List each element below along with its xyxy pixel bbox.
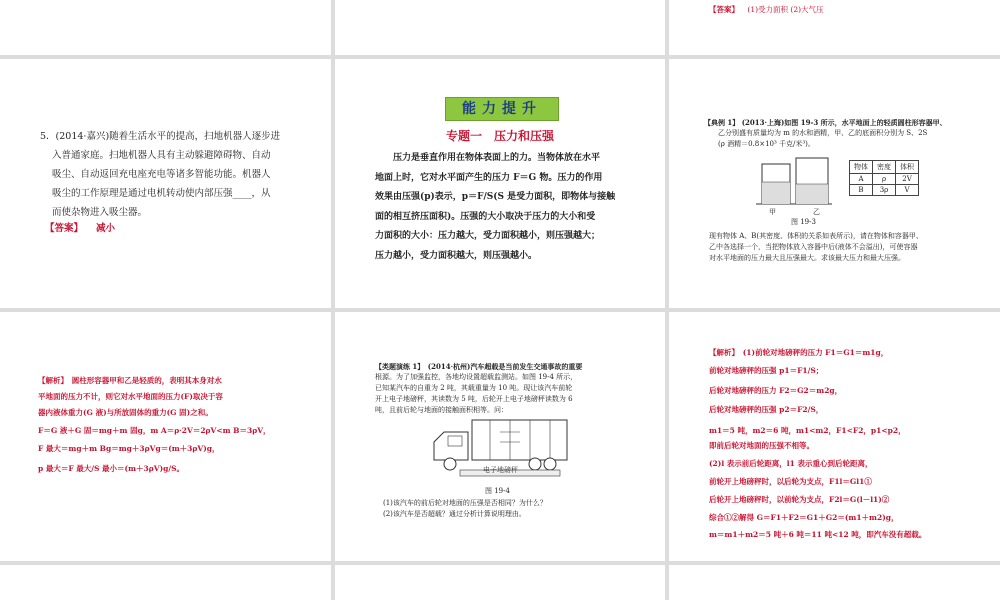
topic-body <box>375 149 635 266</box>
figure-caption: 图 19-3 <box>791 218 816 226</box>
table-cell: V <box>896 185 919 196</box>
analysis-line: 【解析】 圆柱形容器甲和乙是轻质的，表明其本身对水 <box>38 376 222 385</box>
figure-caption: 图 19-4 <box>485 487 510 495</box>
solution-line: 【解析】 (1)前轮对地磅秤的压力 F1＝G1＝m1g， <box>709 348 889 357</box>
example-intro <box>704 117 994 150</box>
table-row <box>850 185 919 196</box>
table-cell: ρ <box>873 174 896 185</box>
topic-line: 地面上时，它对水平面产生的压力 F＝G 物。压力的作用 <box>375 172 603 183</box>
containers-figure <box>754 154 834 214</box>
example-line: 对水平地面的压力最大且压强最大。求该最大压力和最大压强。 <box>709 254 905 262</box>
solution-line: 后轮对地磅秤的压力 F2＝G2＝m2g， <box>709 386 843 395</box>
topic-line: 效果由压强(p)表示，p＝F/S(S 是受力面积，即物体与接触 <box>375 192 616 202</box>
example-line: 【典例 1】 (2013·上海)如图 19-3 所示，水平地面上的轻质圆柱形容器甲、 <box>704 118 947 127</box>
question-item: (2)该汽车是否超载？通过分析计算说明理由。 <box>383 510 526 518</box>
question-line: 吸尘、自动返回充电座充电等诸多智能功能。机器人 <box>52 169 271 180</box>
analysis-line: F 最大＝mg＋m Bg＝mg＋3ρVg＝(m＋3ρV)g， <box>38 444 220 453</box>
table-header: 密度 <box>873 161 896 174</box>
slide-bottom-middle[interactable] <box>335 565 665 600</box>
analysis-line: 平地面的压力不计，则它对水平地面的压力(F)取决于容 <box>38 392 223 401</box>
solution-line: 前轮开上地磅秤时，以后轮为支点，F1l＝Gl1① <box>709 477 872 486</box>
solution-line: 后轮开上地磅秤时，以前轮为支点，F2l＝G(l－l1)② <box>709 495 890 504</box>
label-yi: 乙 <box>813 208 820 216</box>
practice-questions <box>383 498 643 520</box>
analysis-line: F＝G 液＋G 固＝mg＋m 固g，m A＝ρ·2V＝2ρV<m B＝3ρV， <box>38 426 271 435</box>
example-line: 现有物体 A、B(其密度、体积的关系如表所示)，请在物体和容器甲、 <box>709 232 923 240</box>
example-question <box>709 231 994 264</box>
example-line: (ρ 酒精＝0.8×10³ 千克/米³)。 <box>718 140 815 148</box>
property-table <box>849 160 919 196</box>
table-cell: B <box>850 185 873 196</box>
table-header-row <box>850 161 919 174</box>
solution-line: 即前后轮对地面的压强不相等。 <box>709 441 814 450</box>
analysis-line: 器内液体重力(G 液)与所放固体的重力(G 固)之和。 <box>38 408 213 417</box>
answer-text: 减小 <box>96 223 116 234</box>
scale-label: 电子地磅秤 <box>483 466 518 474</box>
topic-line: 压力越小，受力面积越大，则压强越小。 <box>375 250 538 261</box>
question-line: 入普通家庭。扫地机器人具有主动躲避障碍物、自动 <box>52 150 271 161</box>
question-line: 吸尘的工作原理是通过电机转动使内部压强____，从 <box>52 188 271 199</box>
solution-line: (2)l 表示前后轮距离，l1 表示重心到后轮距离， <box>709 459 873 468</box>
slide-top-left[interactable] <box>0 0 331 55</box>
slide-bottom-right[interactable] <box>669 565 1000 600</box>
slide-question-5[interactable] <box>0 59 331 308</box>
topic-line: 力面积的大小：压力越大，受力面积越小，则压强越大； <box>375 231 601 241</box>
question-text <box>40 127 305 222</box>
slide-analysis[interactable] <box>0 312 331 561</box>
table-cell: 2V <box>896 174 919 185</box>
slide-solution[interactable] <box>669 312 1000 561</box>
topic-line: 压力是垂直作用在物体表面上的力。当物体放在水平 <box>393 153 601 163</box>
slide-example-1[interactable] <box>669 59 1000 308</box>
table-cell: 3ρ <box>873 185 896 196</box>
slide-bottom-left[interactable] <box>0 565 331 600</box>
slide-top-middle[interactable] <box>335 0 665 55</box>
question-line: 而使杂物进入吸尘器。 <box>52 207 148 218</box>
example-line: 乙分别盛有质量均为 m 的水和酒精，甲、乙的底面积分别为 S、2S <box>718 129 928 137</box>
table-header: 物体 <box>850 161 873 174</box>
slide-top-right[interactable] <box>669 0 1000 55</box>
topic-line: 面的相互挤压面积)。压强的大小取决于压力的大小和受 <box>375 211 596 222</box>
practice-line: 根源。为了加强监控，各地均设置超载监测站。如图 19-4 所示， <box>375 373 578 381</box>
table-cell: A <box>850 174 873 185</box>
question-line: 5．(2014·嘉兴)随着生活水平的提高，扫地机器人逐步进 <box>40 131 281 142</box>
answer-text: (1)受力面积 (2)大气压 <box>747 5 824 14</box>
practice-line: 已知某汽车的自重为 2 吨，其载重量为 10 吨。现让该汽车前轮 <box>375 384 573 392</box>
practice-text <box>375 361 655 416</box>
table-header: 体积 <box>896 161 919 174</box>
section-banner: 能力提升 <box>445 97 559 121</box>
solution-line: 后轮对地磅秤的压强 p2＝F2/S， <box>709 405 824 414</box>
solution-line: 前轮对地磅秤的压强 p1＝F1/S； <box>709 366 824 375</box>
analysis-line: p 最大＝F 最大/S 最小＝(m＋3ρV)g/S。 <box>38 464 185 473</box>
answer-label: 【答案】 <box>45 223 84 234</box>
example-line: 乙中各选择一个，当把物体放入容器中后(液体不会溢出)，可使容器 <box>709 243 918 251</box>
topic-title: 专题一 压力和压强 <box>445 129 554 143</box>
question-item: (1)该汽车的前后轮对地面的压强是否相同？为什么？ <box>383 499 547 507</box>
practice-line: 吨，且前后轮与地面的接触面积相等。问： <box>375 406 508 414</box>
slide-practice-1[interactable] <box>335 312 665 561</box>
solution-line: 综合①②解得 G＝F1＋F2＝G1＋G2＝(m1＋m2)g， <box>709 513 899 522</box>
table-row <box>850 174 919 185</box>
solution-line: m＝m1＋m2＝5 吨＋6 吨＝11 吨<12 吨，即汽车没有超载。 <box>709 530 927 539</box>
label-jia: 甲 <box>769 208 776 216</box>
solution-line: m1＝5 吨，m2＝6 吨，m1<m2，F1<F2，p1<p2， <box>709 426 906 435</box>
practice-line: 【类题演练 1】 (2014·杭州)汽车超载是当前发生交通事故的重要 <box>375 362 583 371</box>
slide-topic-pressure[interactable] <box>335 59 665 308</box>
practice-line: 开上电子地磅秤，其读数为 5 吨，后轮开上电子地磅秤读数为 6 <box>375 395 573 403</box>
answer-label: 【答案】 <box>709 5 739 14</box>
